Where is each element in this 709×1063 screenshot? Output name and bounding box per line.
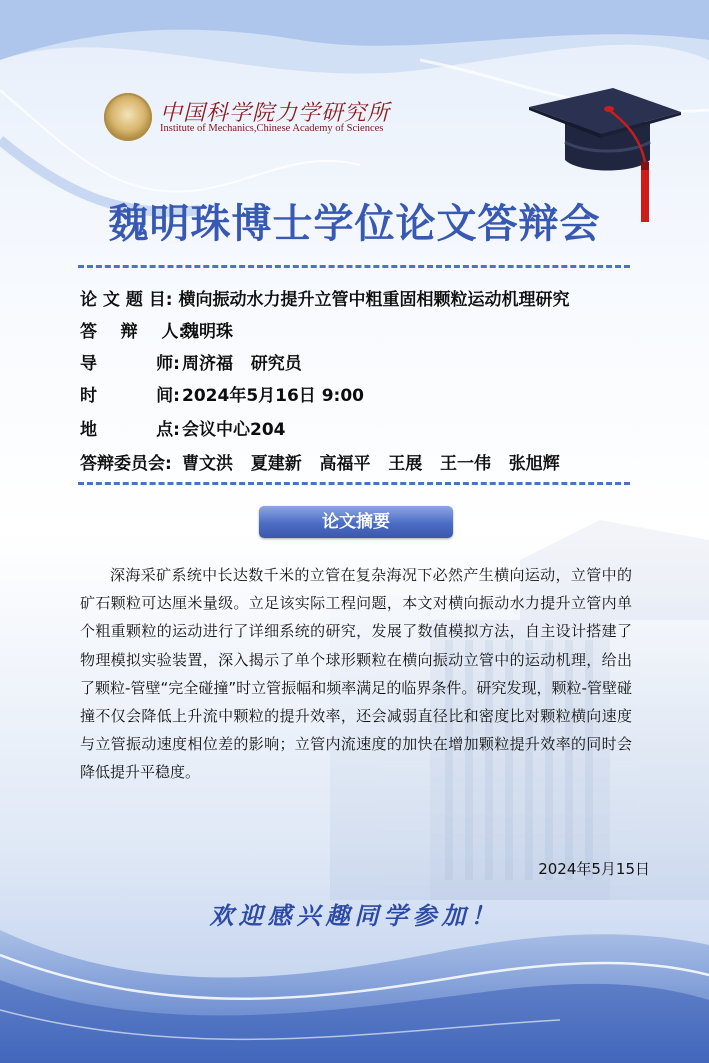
place-value: 会议中心204	[182, 420, 286, 440]
info-row-place	[80, 415, 286, 440]
time-value: 2024年5月16日 9:00	[182, 386, 365, 406]
advisor-value: 周济福 研究员	[182, 354, 302, 374]
committee-value: 曹文洪 夏建新 高福平 王展 王一伟 张旭辉	[182, 454, 560, 474]
abstract-date: 2024年5月15日	[538, 860, 650, 878]
topic-value: 横向振动水力提升立管中粗重固相颗粒运动机理研究	[178, 290, 570, 310]
info-row-defender	[80, 317, 233, 342]
topic-label: 论 文 题 目:	[80, 290, 173, 310]
place-label: 地 点:	[80, 420, 180, 440]
committee-label: 答辩委员会:	[80, 454, 172, 474]
time-label: 时 间:	[80, 386, 180, 406]
info-row-topic	[80, 285, 569, 310]
institute-emblem-icon	[104, 93, 152, 141]
defender-value: 魏明珠	[182, 322, 233, 342]
info-row-time	[80, 381, 364, 406]
info-row-advisor	[80, 349, 302, 374]
divider-top	[78, 265, 630, 268]
abstract-text: 深海采矿系统中长达数千米的立管在复杂海况下必然产生横向运动，立管中的矿石颗粒可达厘米量级。立足该实际工程问题，本文对横向振动水力提升立管内单个粗重颗粒的运动进行了详细系统的研究，发展了数值模拟方法，自主设计搭建了物理模拟实验装置，深入揭示了单个球形颗粒在横向振动立管中的运动机理，给出了颗粒-管壁“完全碰撞”时立管振幅和频率满足的临界条件。研究发现，颗粒-管壁碰撞不仅会降低上升流中颗粒的提升效率，还会减弱直径比和密度比对颗粒横向速度与立管振动速度相位差的影响；立管内流速度的加快在增加颗粒提升效率的同时会降低提升平稳度。	[80, 566, 632, 782]
info-row-committee	[80, 449, 560, 474]
poster-title: 魏明珠博士学位论文答辩会	[108, 201, 601, 247]
abstract-heading: 论文摘要	[259, 506, 453, 538]
advisor-label: 导 师:	[80, 354, 180, 374]
institute-name-en: Institute of Mechanics,Chinese Academy of Sciences	[160, 123, 384, 134]
welcome-text: 欢迎感兴趣同学参加！	[209, 901, 500, 930]
institute-name-cn: 中国科学院力学研究所	[160, 101, 391, 126]
divider-bottom	[78, 482, 630, 485]
defender-label: 答 辩 人:	[80, 322, 186, 342]
